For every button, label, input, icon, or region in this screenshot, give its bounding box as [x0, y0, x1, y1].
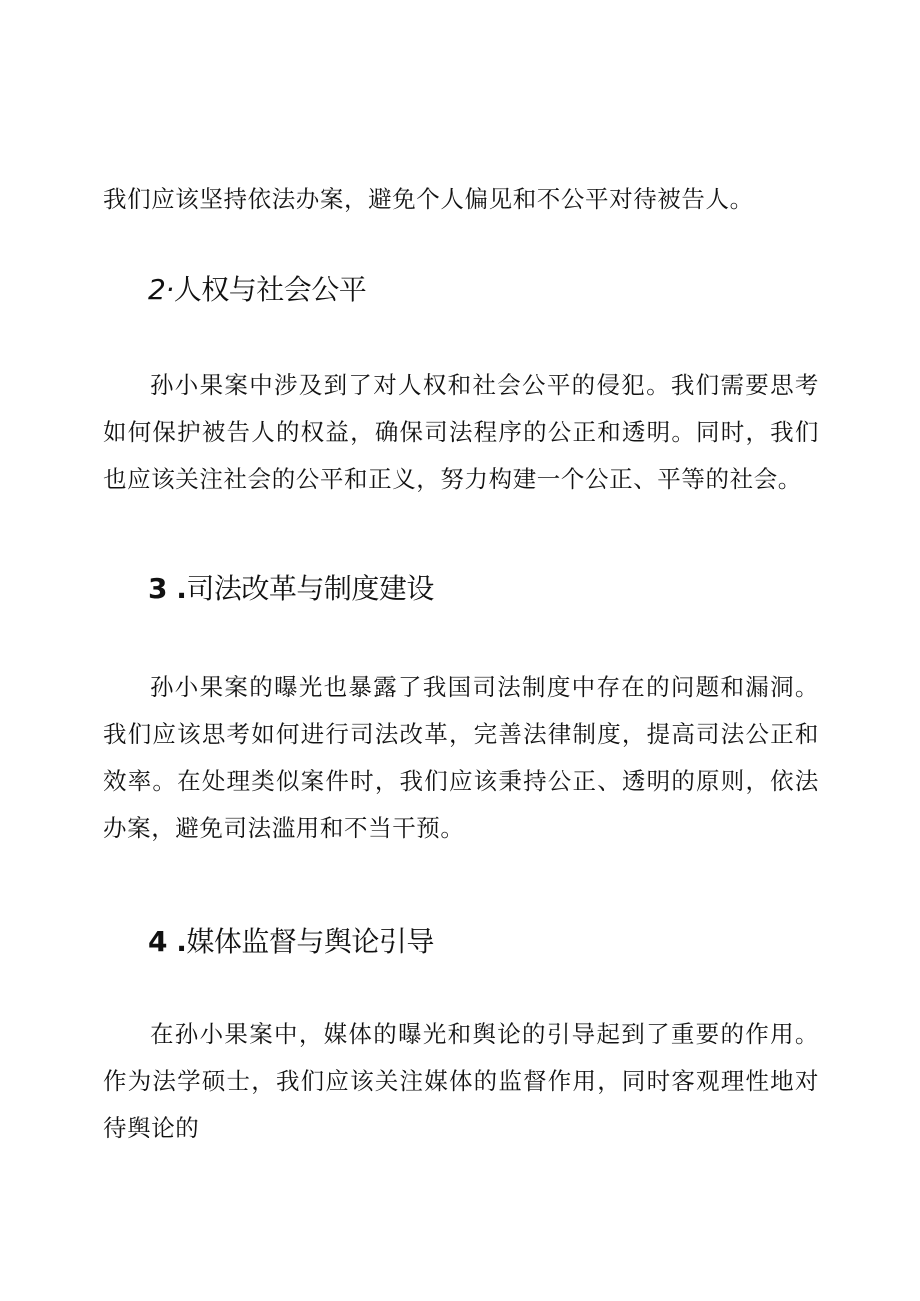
section-number: 4 .: [148, 925, 187, 958]
section-number: 2·: [148, 273, 174, 306]
section-heading-2: [148, 270, 366, 310]
paragraph-media: 在孙小果案中，媒体的曝光和舆论的引导起到了重要的作用。作为法学硕士，我们应该关注媒体的监督作用，同时客观理性地对待舆论的: [103, 1020, 819, 1142]
section-title: 司法改革与制度建设: [186, 572, 434, 605]
section-title: 媒体监督与舆论引导: [186, 925, 434, 958]
section-heading-4: [148, 922, 434, 962]
section-heading-3: [148, 569, 434, 609]
paragraph-continuation: 我们应该坚持依法办案，避免个人偏见和不公平对待被告人。: [103, 185, 754, 213]
section-number: 3 .: [148, 572, 187, 605]
paragraph-judicial-reform: 孙小果案的曝光也暴露了我国司法制度中存在的问题和漏洞。我们应该思考如何进行司法改革，完善法律制度，提高司法公正和效率。在处理类似案件时，我们应该秉持公正、透明的原则，依法办案，避免司法滥用和不当干预。: [103, 673, 819, 842]
paragraph-human-rights: 孙小果案中涉及到了对人权和社会公平的侵犯。我们需要思考如何保护被告人的权益，确保司法程序的公正和透明。同时，我们也应该关注社会的公平和正义，努力构建一个公正、平等的社会。: [103, 371, 819, 493]
section-title: 人权与社会公平: [173, 273, 367, 306]
